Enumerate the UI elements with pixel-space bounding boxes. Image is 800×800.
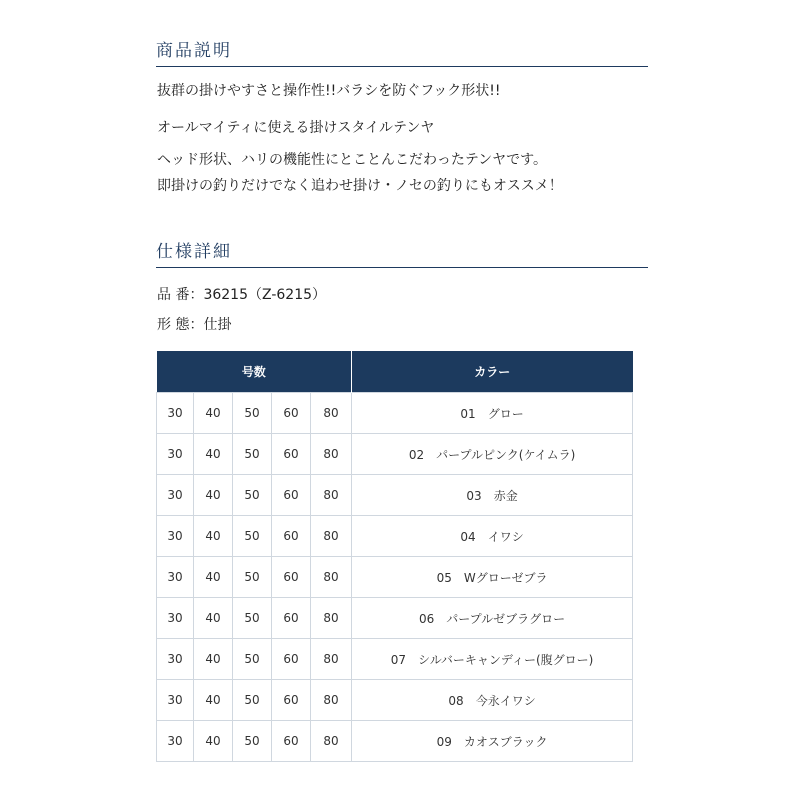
item-number: 品 番：36215（Z-6215） [157, 287, 327, 303]
size-cell: 30 [157, 516, 194, 557]
size-cell: 30 [157, 475, 194, 516]
size-cell: 40 [194, 516, 233, 557]
table-header-row [157, 351, 633, 393]
spec-table [156, 351, 633, 762]
table-body [157, 393, 633, 762]
size-cell: 60 [272, 721, 311, 762]
color-cell: 04 イワシ [352, 516, 633, 557]
table-row [157, 475, 633, 516]
size-cell: 30 [157, 680, 194, 721]
size-cell: 40 [194, 475, 233, 516]
size-cell: 60 [272, 557, 311, 598]
size-cell: 30 [157, 557, 194, 598]
description-line-4: 即掛けの釣りだけでなく追わせ掛け・ノセの釣りにもオススメ！ [157, 178, 563, 194]
size-cell: 40 [194, 639, 233, 680]
color-cell: 01 グロー [352, 393, 633, 434]
size-cell: 80 [311, 598, 352, 639]
size-cell: 80 [311, 434, 352, 475]
size-cell: 40 [194, 393, 233, 434]
description-line-1: 抜群の掛けやすさと操作性!!バラシを防ぐフック形状!! [157, 83, 501, 99]
table-row [157, 557, 633, 598]
size-cell: 30 [157, 434, 194, 475]
size-cell: 60 [272, 475, 311, 516]
size-cell: 30 [157, 393, 194, 434]
table-row [157, 639, 633, 680]
color-cell: 06 パープルゼブラグロー [352, 598, 633, 639]
size-cell: 50 [233, 639, 272, 680]
color-cell: 07 シルバーキャンディー(腹グロー) [352, 639, 633, 680]
size-cell: 60 [272, 639, 311, 680]
specifications-heading: 仕様詳細 [156, 241, 648, 268]
size-cell: 30 [157, 598, 194, 639]
color-cell: 09 カオスブラック [352, 721, 633, 762]
size-cell: 60 [272, 393, 311, 434]
size-cell: 40 [194, 557, 233, 598]
size-cell: 50 [233, 434, 272, 475]
size-cell: 80 [311, 639, 352, 680]
size-cell: 60 [272, 434, 311, 475]
color-cell: 03 赤金 [352, 475, 633, 516]
size-cell: 40 [194, 680, 233, 721]
size-cell: 50 [233, 516, 272, 557]
size-cell: 80 [311, 475, 352, 516]
size-cell: 50 [233, 598, 272, 639]
color-cell: 08 今永イワシ [352, 680, 633, 721]
size-cell: 50 [233, 475, 272, 516]
size-cell: 80 [311, 516, 352, 557]
table-row [157, 434, 633, 475]
description-line-2: オールマイティに使える掛けスタイルテンヤ [157, 120, 435, 136]
table-row [157, 393, 633, 434]
size-cell: 80 [311, 393, 352, 434]
color-cell: 02 パープルピンク(ケイムラ) [352, 434, 633, 475]
color-cell: 05 Wグローゼブラ [352, 557, 633, 598]
size-cell: 60 [272, 516, 311, 557]
size-header: 号数 [157, 351, 352, 393]
color-header: カラー [352, 351, 633, 393]
size-cell: 50 [233, 721, 272, 762]
size-cell: 80 [311, 721, 352, 762]
size-cell: 40 [194, 598, 233, 639]
product-form: 形 態：仕掛 [157, 317, 232, 333]
description-line-3: ヘッド形状、ハリの機能性にとことんこだわったテンヤです。 [157, 152, 548, 168]
size-cell: 40 [194, 434, 233, 475]
size-cell: 50 [233, 393, 272, 434]
table-row [157, 516, 633, 557]
product-description-heading: 商品説明 [156, 40, 648, 67]
size-cell: 50 [233, 557, 272, 598]
size-cell: 30 [157, 639, 194, 680]
size-cell: 80 [311, 680, 352, 721]
size-cell: 50 [233, 680, 272, 721]
size-cell: 30 [157, 721, 194, 762]
size-cell: 80 [311, 557, 352, 598]
table-row [157, 721, 633, 762]
table-row [157, 680, 633, 721]
table-row [157, 598, 633, 639]
size-cell: 60 [272, 598, 311, 639]
size-cell: 40 [194, 721, 233, 762]
size-cell: 60 [272, 680, 311, 721]
